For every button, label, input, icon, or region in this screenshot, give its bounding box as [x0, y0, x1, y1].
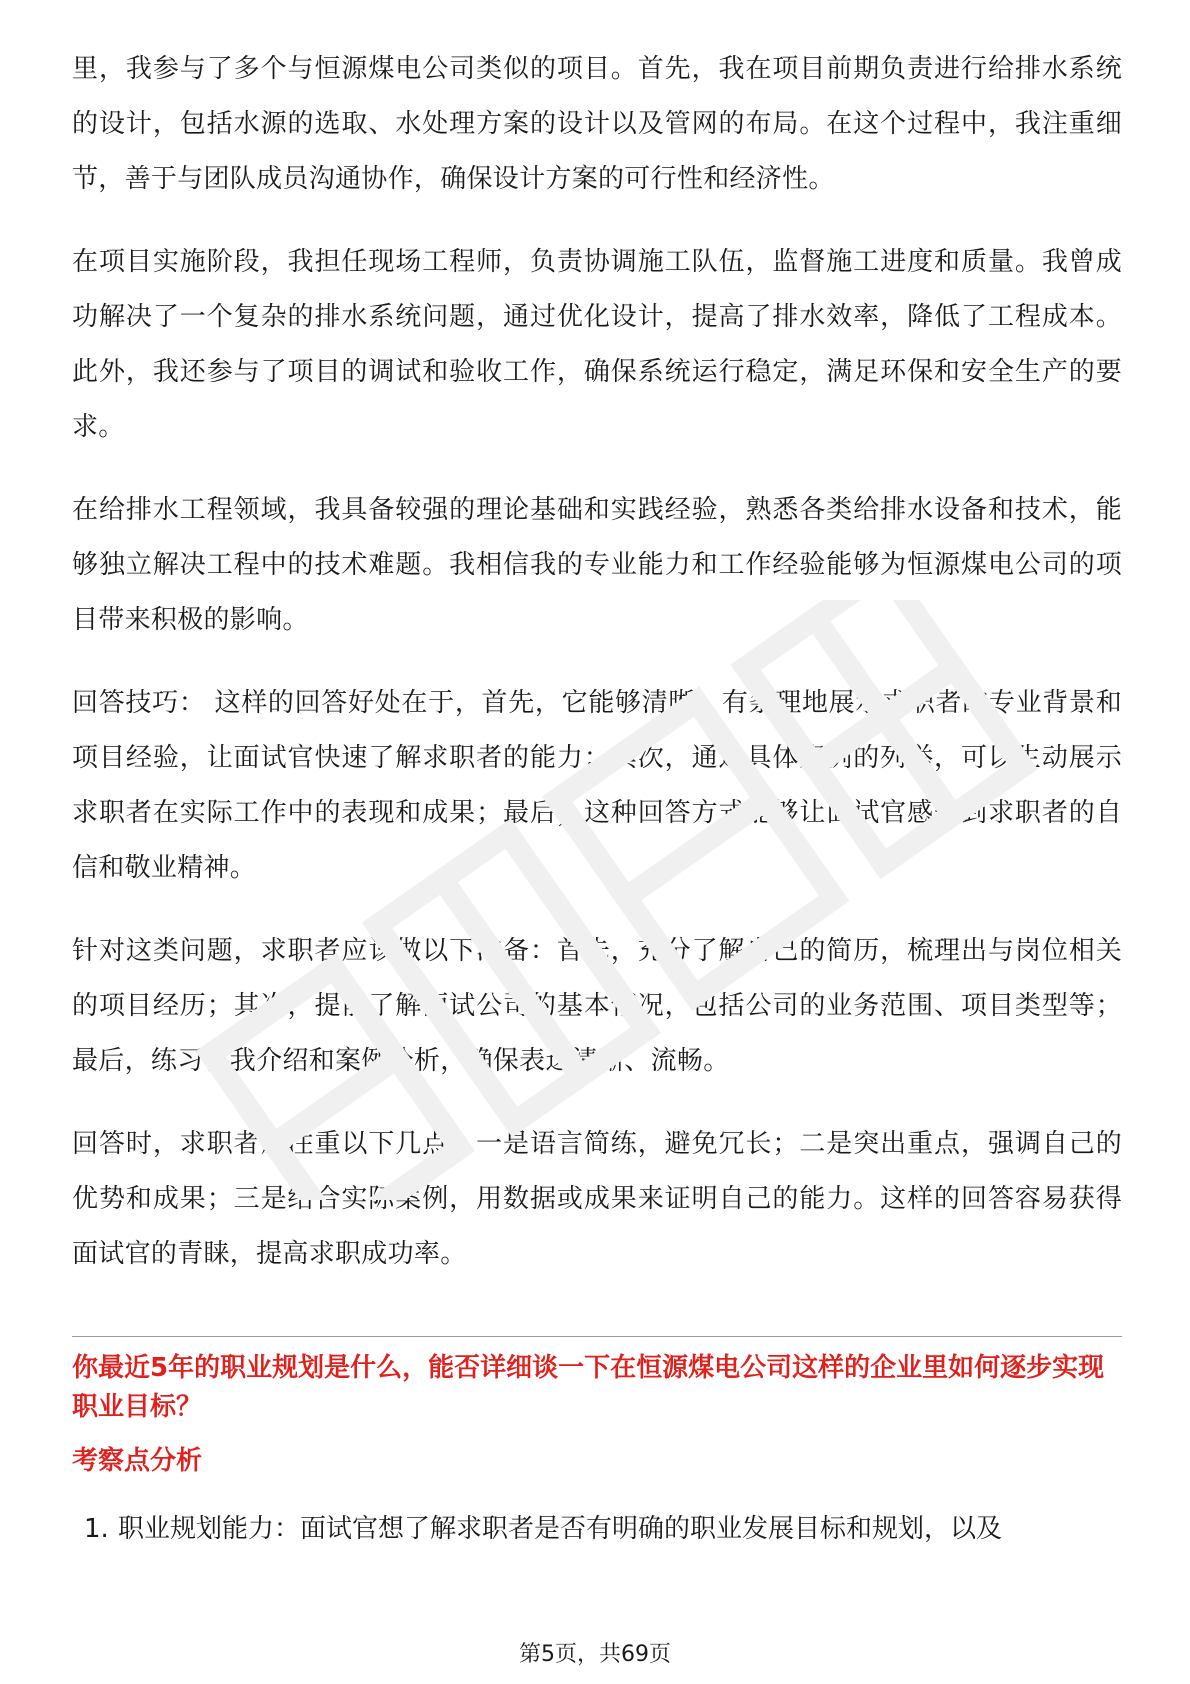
- paragraph-implementation: 在项目实施阶段，我担任现场工程师，负责协调施工队伍，监督施工进度和质量。我曾成功解决了一个复杂的排水系统问题，通过优化设计，提高了排水效率，降低了工程成本。此外，我还参与了项目的调试和验收工作，确保系统运行稳定，满足环保和安全生产的要求。: [72, 247, 1122, 442]
- section-title: 考察点分析: [72, 1446, 203, 1476]
- document-page: [72, 42, 1122, 1549]
- paragraph-experience: 里，我参与了多个与恒源煤电公司类似的项目。首先，我在项目前期负责进行给排水系统的设计，包括水源的选取、水处理方案的设计以及管网的布局。在这个过程中，我注重细节，善于与团队成员沟通协作，确保设计方案的可行性和经济性。: [72, 54, 1122, 194]
- paragraph-expertise: 在给排水工程领域，我具备较强的理论基础和实践经验，熟悉各类给排水设备和技术，能够独立解决工程中的技术难题。我相信我的专业能力和工作经验能够为恒源煤电公司的项目带来积极的影响。: [72, 495, 1122, 635]
- list-item-number: 1.: [84, 1514, 109, 1544]
- list-item-text: 职业规划能力：面试官想了解求职者是否有明确的职业发展目标和规划，以及: [118, 1514, 1003, 1544]
- page-footer: 第5页，共69页: [519, 1642, 671, 1667]
- paragraph-answer-tips: 回答技巧： 这样的回答好处在于，首先，它能够清晰、有条理地展示求职者的专业背景和项目经验，让面试官快速了解求职者的能力；其次，通过具体案例的列举，可以生动展示求职者在实际工作中的表现和成果；最后，这种回答方式能够让面试官感受到求职者的自信和敬业精神。: [72, 688, 1122, 883]
- question-heading: 你最近5年的职业规划是什么，能否详细谈一下在恒源煤电公司这样的企业里如何逐步实现职业目标？: [72, 1353, 1105, 1422]
- list-item: [72, 1509, 1122, 1549]
- paragraph-preparation: 针对这类问题，求职者应该做以下准备：首先，充分了解自己的简历，梳理出与岗位相关的项目经历；其次，提前了解面试公司的基本情况，包括公司的业务范围、项目类型等；最后，练习自我介绍和案例分析，确保表达清晰、流畅。: [72, 936, 1122, 1076]
- paragraph-answer-points: 回答时，求职者应注重以下几点：一是语言简练，避免冗长；二是突出重点，强调自己的优势和成果；三是结合实际案例，用数据或成果来证明自己的能力。这样的回答容易获得面试官的青睐，提高求职成功率。: [72, 1129, 1122, 1269]
- section-divider: [72, 1336, 1122, 1337]
